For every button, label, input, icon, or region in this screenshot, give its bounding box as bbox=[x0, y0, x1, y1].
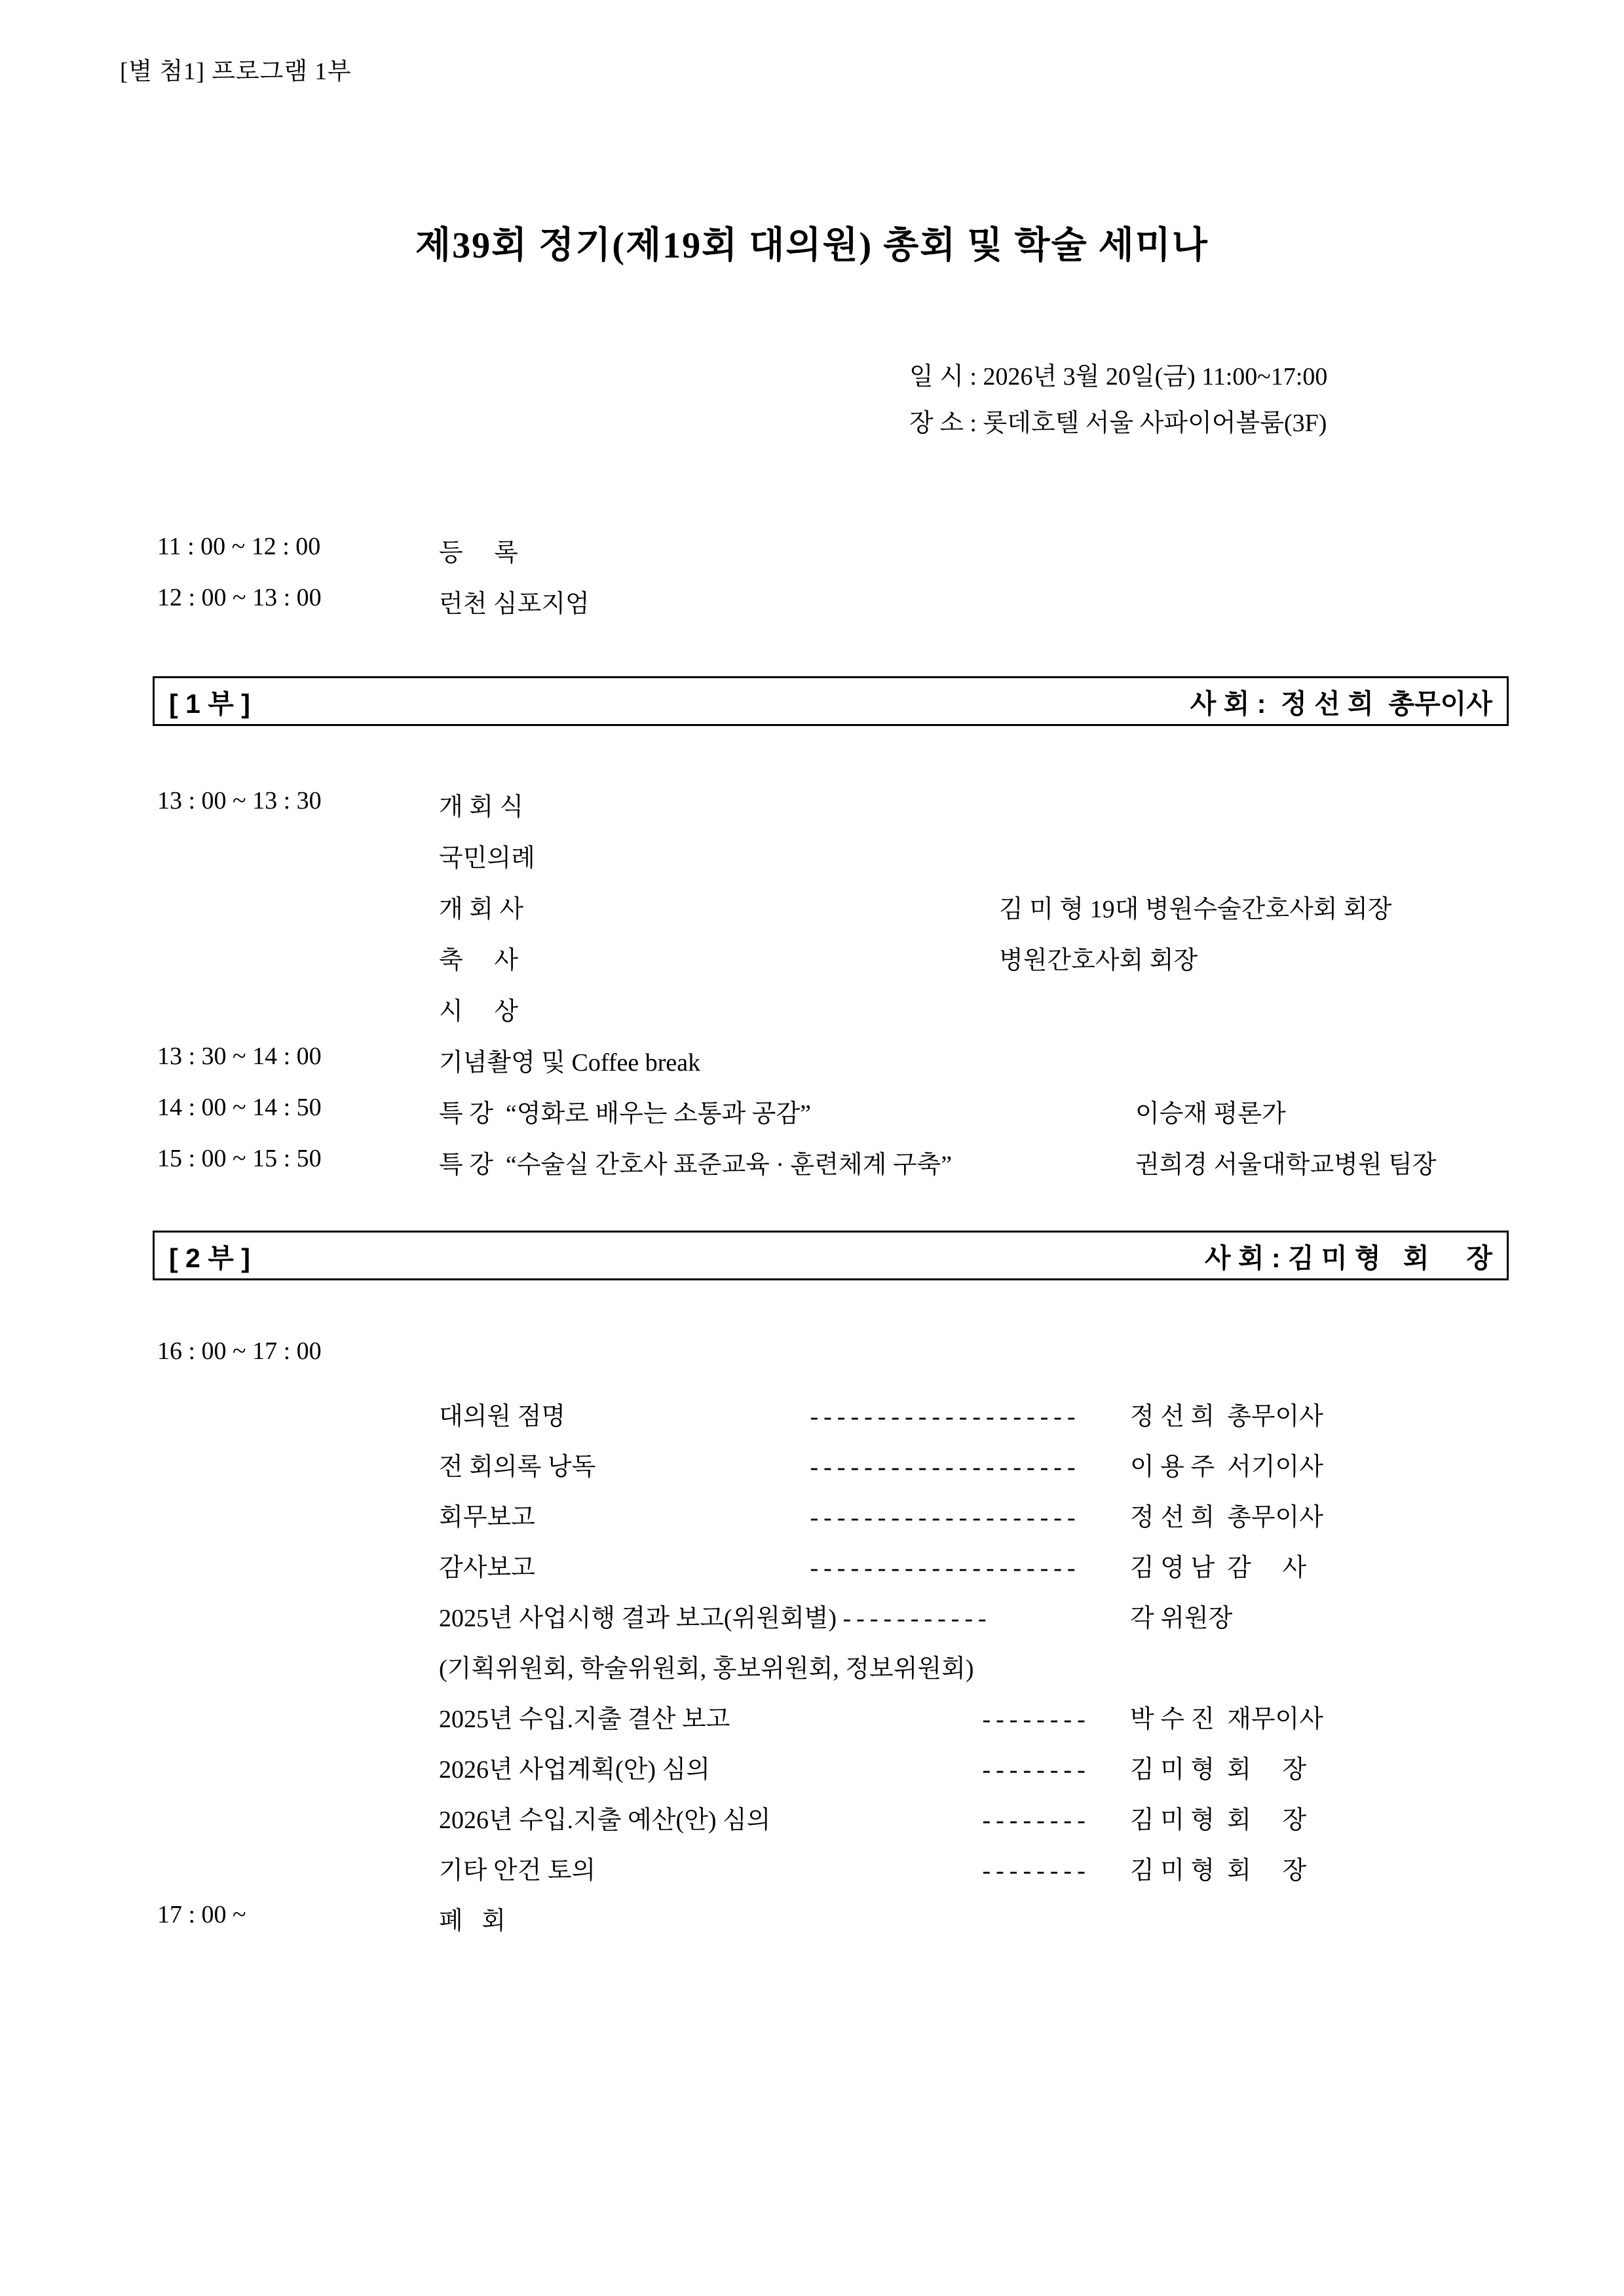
agenda-row bbox=[439, 1698, 1323, 1749]
schedule-row bbox=[157, 532, 590, 583]
schedule-time: 15 : 00 ~ 15 : 50 bbox=[157, 1145, 322, 1172]
agenda-item: 2026년 수입.지출 예산(안) 심의 bbox=[439, 1807, 771, 1834]
agenda-row bbox=[439, 1446, 1323, 1497]
closing-row bbox=[157, 1900, 506, 1936]
agenda-row bbox=[439, 1850, 1307, 1900]
agenda-row bbox=[439, 1396, 1323, 1446]
agenda-row bbox=[439, 1497, 1323, 1547]
part1-label: [ 1 부 ] bbox=[169, 688, 250, 719]
agenda-person: 김 영 남 감 사 bbox=[1130, 1554, 1307, 1582]
agenda-leader-dashes: -------- bbox=[982, 1756, 1091, 1784]
schedule-item: 국민의례 bbox=[439, 845, 535, 872]
agenda-row bbox=[439, 1648, 1091, 1698]
agenda-row bbox=[439, 1598, 1233, 1648]
schedule-item: 개 회 식 bbox=[439, 794, 524, 821]
schedule-time: 13 : 00 ~ 13 : 30 bbox=[157, 787, 322, 814]
schedule-time: 12 : 00 ~ 13 : 00 bbox=[157, 584, 322, 611]
schedule-item: 기념촬영 및 Coffee break bbox=[439, 1049, 701, 1077]
agenda-person: 박 수 진 재무이사 bbox=[1130, 1706, 1323, 1733]
schedule-row bbox=[157, 889, 1392, 940]
schedule-row bbox=[157, 786, 952, 837]
agenda-leader-dashes: -------------------- bbox=[810, 1554, 1081, 1582]
part1-schedule bbox=[157, 786, 1437, 1195]
schedule-item: 개 회 사 bbox=[439, 896, 524, 923]
schedule-item: 시 상 bbox=[439, 998, 518, 1025]
agenda-item: 감사보고 bbox=[439, 1554, 535, 1582]
schedule-item: 축 사 bbox=[439, 947, 518, 974]
schedule-item: 특 강 “수술실 간호사 표준교육 · 훈련체계 구축” bbox=[439, 1151, 953, 1179]
agenda-person: 정 선 희 총무이사 bbox=[1130, 1403, 1323, 1430]
agenda-row bbox=[439, 1749, 1307, 1799]
schedule-row bbox=[157, 1093, 1286, 1144]
agenda-row bbox=[439, 1547, 1307, 1598]
schedule-row bbox=[157, 1042, 952, 1093]
agenda-item: 2025년 사업시행 결과 보고(위원회별) bbox=[439, 1605, 837, 1632]
attachment-label: [별 첨1] 프로그램 1부 bbox=[120, 58, 352, 85]
schedule-row bbox=[157, 837, 952, 889]
agenda-row bbox=[439, 1799, 1307, 1850]
closing-time: 17 : 00 ~ bbox=[157, 1901, 246, 1928]
agenda-person: 각 위원장 bbox=[1130, 1605, 1233, 1632]
schedule-speaker: 병원간호사회 회장 bbox=[999, 947, 1198, 974]
agenda-item: 대의원 점명 bbox=[439, 1403, 566, 1430]
agenda-item: 전 회의록 낭독 bbox=[439, 1453, 596, 1481]
schedule-row bbox=[157, 583, 590, 634]
pre-schedule bbox=[157, 532, 590, 634]
agenda-item: 2025년 수입.지출 결산 보고 bbox=[439, 1706, 730, 1733]
agenda-person: 정 선 희 총무이사 bbox=[1130, 1504, 1323, 1531]
meta-block bbox=[909, 354, 1327, 447]
part2-host: 사 회 : 김 미 형 회 장 bbox=[1205, 1242, 1492, 1273]
agenda-item: 기타 안건 토의 bbox=[439, 1857, 596, 1885]
schedule-item: 특 강 “영화로 배우는 소통과 공감” bbox=[439, 1100, 811, 1128]
schedule-item: 런천 심포지엄 bbox=[439, 590, 590, 618]
part2-label: [ 2 부 ] bbox=[169, 1242, 250, 1273]
schedule-row bbox=[157, 991, 952, 1042]
meta-venue: 장 소 : 롯데호텔 서울 사파이어볼룸(3F) bbox=[909, 410, 1327, 437]
schedule-item: 등 록 bbox=[439, 539, 518, 567]
meta-date-time: 일 시 : 2026년 3월 20일(금) 11:00~17:00 bbox=[909, 363, 1328, 391]
part1-header-box bbox=[153, 676, 1509, 726]
schedule-row bbox=[157, 940, 1198, 991]
agenda-person: 김 미 형 회 장 bbox=[1130, 1857, 1307, 1885]
schedule-time: 14 : 00 ~ 14 : 50 bbox=[157, 1094, 322, 1121]
agenda-person: 김 미 형 회 장 bbox=[1130, 1756, 1307, 1784]
agenda-leader-dashes: ----------- bbox=[842, 1605, 992, 1632]
agenda-leader-dashes: -------------------- bbox=[810, 1504, 1081, 1531]
agenda-item: (기획위원회, 학술위원회, 홍보위원회, 정보위원회) bbox=[439, 1655, 974, 1683]
part2-time: 16 : 00 ~ 17 : 00 bbox=[157, 1337, 322, 1365]
agenda-person: 이 용 주 서기이사 bbox=[1130, 1453, 1323, 1481]
schedule-speaker: 김 미 형 19대 병원수술간호사회 회장 bbox=[999, 896, 1392, 923]
page-title: 제39회 정기(제19회 대의원) 총회 및 학술 세미나 bbox=[415, 225, 1209, 266]
part1-host: 사 회 : 정 선 희 총무이사 bbox=[1190, 688, 1492, 719]
agenda-leader-dashes: -------- bbox=[982, 1857, 1091, 1885]
agenda-leader-dashes: -------------------- bbox=[810, 1453, 1081, 1481]
part2-header-box bbox=[153, 1231, 1509, 1280]
agenda-item: 회무보고 bbox=[439, 1504, 535, 1531]
agenda-person: 김 미 형 회 장 bbox=[1130, 1807, 1307, 1834]
agenda-leader-dashes: -------- bbox=[982, 1807, 1091, 1834]
agenda-leader-dashes: -------- bbox=[982, 1706, 1091, 1733]
schedule-row bbox=[157, 1144, 1437, 1195]
schedule-time: 13 : 30 ~ 14 : 00 bbox=[157, 1043, 322, 1070]
part2-agenda bbox=[439, 1396, 1323, 1900]
closing-item: 폐 회 bbox=[439, 1907, 506, 1935]
agenda-leader-dashes: -------------------- bbox=[810, 1403, 1081, 1430]
schedule-speaker: 이승재 평론가 bbox=[1135, 1100, 1286, 1128]
agenda-item: 2026년 사업계획(안) 심의 bbox=[439, 1756, 710, 1784]
schedule-time: 11 : 00 ~ 12 : 00 bbox=[157, 533, 321, 560]
schedule-speaker: 권희경 서울대학교병원 팀장 bbox=[1135, 1151, 1437, 1179]
